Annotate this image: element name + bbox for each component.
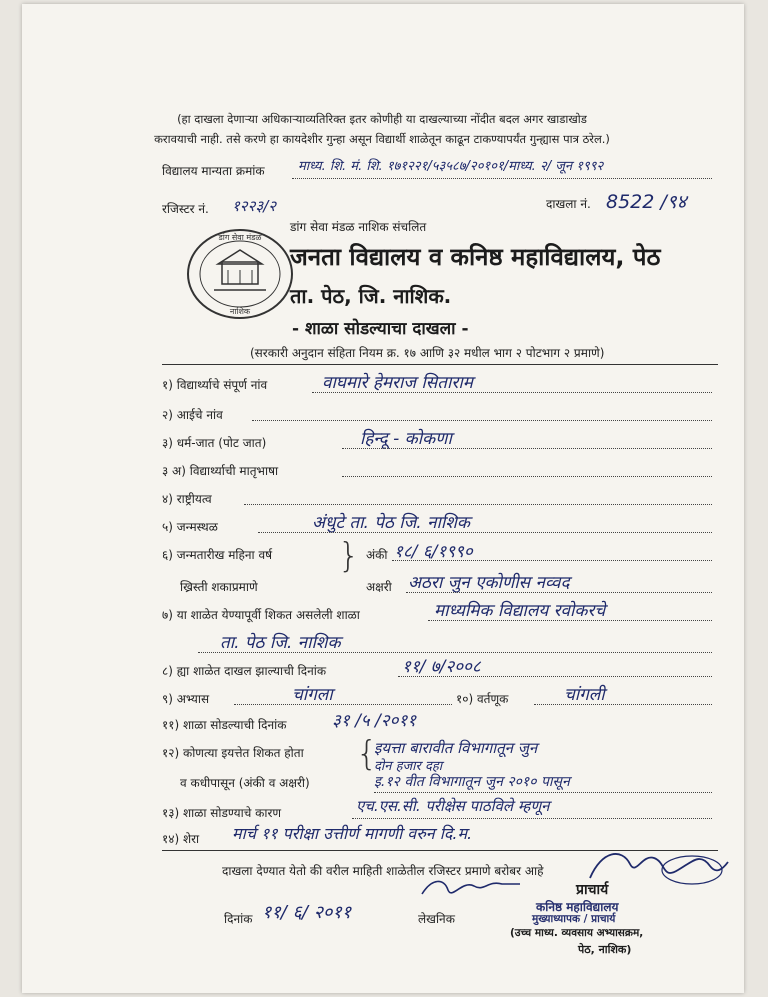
- stamp-line-4: पेठ, नाशिक): [578, 943, 632, 956]
- field-12-rule: [374, 792, 712, 793]
- field-8-label: ८) ह्या शाळेत दाखल झाल्याची दिनांक: [162, 664, 327, 678]
- field-3-value: हिन्दू - कोकणा: [360, 429, 452, 449]
- field-9-rule: [234, 704, 452, 705]
- field-3a-rule: [342, 476, 712, 477]
- document-title: - शाळा सोडल्याचा दाखला -: [292, 319, 469, 339]
- clerk-label: लेखनिक: [418, 912, 455, 926]
- field-10-label: १०) वर्तणूक: [456, 692, 509, 706]
- field-9-value: चांगला: [292, 685, 333, 705]
- date-label: दिनांक: [224, 912, 253, 926]
- field-1-label: १) विद्यार्थ्याचे संपूर्ण नांव: [162, 378, 268, 392]
- field-6-words-rule: [406, 592, 712, 593]
- field-7-value: माध्यमिक विद्यालय रवोकरचे: [434, 601, 606, 621]
- recognition-value: माध्य. शि. मं. शि. १७१२२१/५३५८७/२०१०१/माध्य. २/ जून १९९२: [298, 159, 604, 174]
- field-6-words-value: अठरा जुन एकोणीस नव्वद: [408, 573, 570, 593]
- field-3a-label: ३ अ) विद्यार्थ्याची मातृभाषा: [162, 464, 279, 478]
- field-7-rule-2: [198, 652, 712, 653]
- leaving-certificate-page: [22, 4, 744, 993]
- field-6-label: ६) जन्मतारीख महिना वर्ष: [162, 548, 273, 562]
- field-4-label: ४) राष्ट्रीयत्व: [162, 492, 212, 506]
- field-11-label: ११) शाळा सोडल्याची दिनांक: [162, 718, 287, 732]
- notice-line-2: करावयाची नाही. तसे करणे हा कायदेशीर गुन्हा असून विद्यार्थी शाळेतून काढून टाकण्यापर्यंत गुन्ह्यास पात्र ठरेल.): [154, 132, 610, 146]
- field-5-value: अंधुटे ता. पेठ जि. नाशिक: [312, 513, 470, 533]
- field-13-value: एच.एस.सी. परीक्षेस पाठविले म्हणून: [356, 797, 550, 815]
- field-12-brace: {: [356, 734, 378, 774]
- field-12-label: १२) कोणत्या इयत्तेत शिकत होता: [162, 746, 304, 760]
- field-11-value: ३१ /५ /२०११: [332, 711, 417, 731]
- field-13-label: १३) शाळा सोडण्याचे कारण: [162, 806, 282, 820]
- clerk-signature-icon: [416, 872, 526, 906]
- register-label: रजिस्टर नं.: [162, 202, 209, 216]
- field-12-value-2: दोन हजार दहा: [374, 759, 443, 774]
- certify-text: दाखला देण्यात येतो की वरील माहिती शाळेतील रजिस्टर प्रमाणे बरोबर आहे: [222, 864, 544, 878]
- recognition-label: विद्यालय मान्यता क्रमांक: [162, 164, 265, 178]
- field-1-value: वाघमारे हेमराज सिताराम: [322, 373, 473, 393]
- field-9-label: ९) अभ्यास: [162, 692, 210, 706]
- recognition-rule: [292, 178, 712, 179]
- stamp-line-1: कनिष्ठ महाविद्यालय: [536, 900, 619, 914]
- field-10-rule: [534, 704, 712, 705]
- field-3-label: ३) धर्म-जात (पोट जात): [162, 436, 267, 450]
- school-name: जनता विद्यालय व कनिष्ठ महाविद्यालय, पेठ: [290, 243, 661, 271]
- principal-label: प्राचार्य: [576, 882, 609, 898]
- register-value: १२२३/२: [232, 197, 277, 215]
- field-5-label: ५) जन्मस्थळ: [162, 520, 218, 534]
- field-7-label: ७) या शाळेत येण्यापूर्वी शिकत असलेली शाळा: [162, 608, 360, 622]
- field-6-label-2: ख्रिस्ती शकाप्रमाणे: [180, 580, 258, 594]
- field-5-rule: [258, 532, 712, 533]
- field-14-label: १४) शेरा: [162, 832, 200, 846]
- seal-top-text: डांग सेवा मंडळ: [218, 233, 262, 242]
- field-7-rule: [428, 620, 712, 621]
- seal-bottom-text: नाशिक: [229, 307, 251, 316]
- field-8-rule: [398, 676, 712, 677]
- field-2-label: २) आईचे नांव: [162, 408, 223, 422]
- stamp-line-2: मुख्याध्यापक / प्राचार्य: [532, 913, 616, 925]
- field-6-brace: }: [338, 536, 360, 576]
- field-4-rule: [244, 504, 712, 505]
- field-3-rule: [342, 448, 712, 449]
- notice-line-1: (हा दाखला देणाऱ्या अधिकाऱ्याव्यतिरिक्त इतर कोणीही या दाखल्याच्या नोंदीत बदल अगर खाडाखोड: [177, 112, 587, 126]
- field-12-label-2: व कधीपासून (अंकी व अक्षरी): [180, 776, 310, 790]
- field-8-value: ११/ ७/२००८: [402, 657, 481, 677]
- society-name: डांग सेवा मंडळ नाशिक संचलित: [290, 220, 427, 234]
- field-6-digits-rule: [392, 560, 712, 561]
- field-14-value: मार्च ११ परीक्षा उत्तीर्ण मागणी वरुन दि.म.: [232, 824, 473, 843]
- field-12-value-1: इयत्ता बारावीत विभागातून जुन: [374, 739, 538, 757]
- field-6-words-label: अक्षरी: [366, 580, 392, 594]
- field-2-rule: [252, 420, 712, 421]
- stamp-line-3: (उच्च माध्य. व्यवसाय अभ्यासक्रम,: [510, 927, 644, 939]
- certificate-no-value: 8522 /९४: [606, 191, 687, 213]
- field-13-rule: [352, 818, 712, 819]
- rule-reference: (सरकारी अनुदान संहिता नियम क्र. १७ आणि ३२ मधील भाग २ पोटभाग २ प्रमाणे): [250, 346, 605, 360]
- field-6-digits-label: अंकी: [366, 548, 388, 562]
- field-12-value-3: इ.१२ वीत विभागातून जुन २०१० पासून: [374, 774, 570, 790]
- field-6-digits-value: १८/ ६/१९९०: [394, 542, 473, 562]
- certificate-no-label: दाखला नं.: [546, 197, 591, 211]
- field-10-value: चांगली: [564, 685, 605, 705]
- school-address: ता. पेठ, जि. नाशिक.: [290, 284, 452, 308]
- date-value: ११/ ६/ २०११: [262, 902, 352, 923]
- school-seal-icon: [184, 226, 296, 322]
- field-1-rule: [312, 392, 712, 393]
- header-rule: [162, 364, 718, 365]
- field-7-value-2: ता. पेठ जि. नाशिक: [220, 633, 341, 653]
